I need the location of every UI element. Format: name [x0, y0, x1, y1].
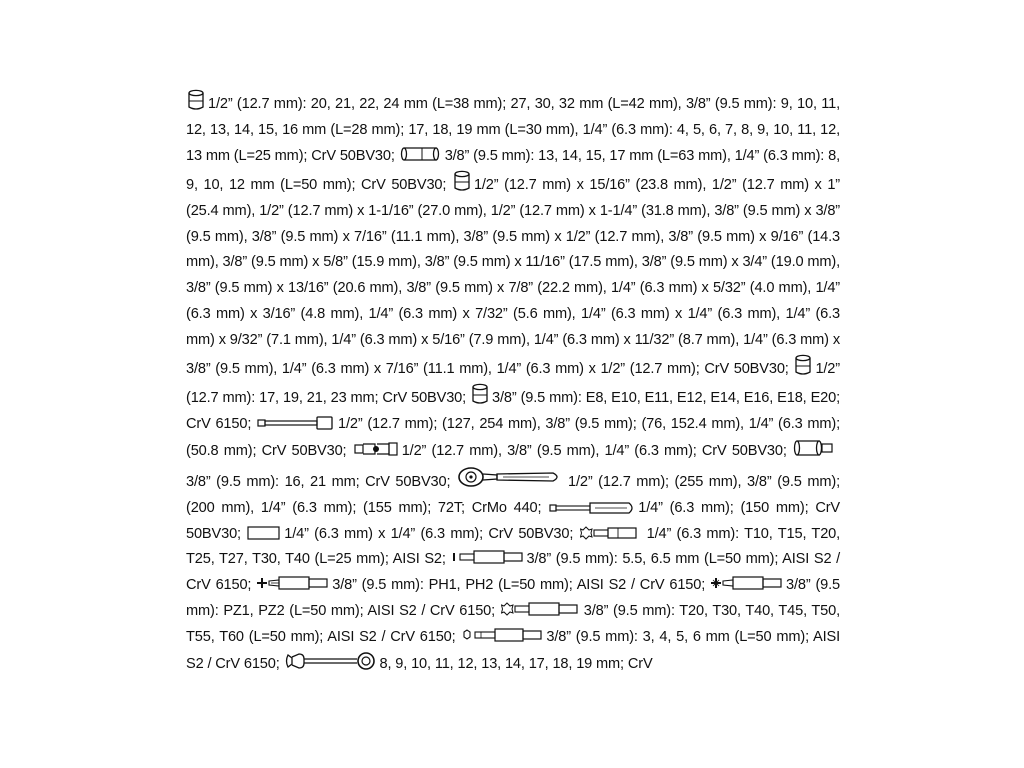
socket-short-icon [794, 354, 812, 376]
extension-bar-icon [257, 415, 335, 431]
item-text: 1/2” (12.7 mm); (255 mm), 3/8” (9.5 mm); (200 mm), 1/4” (6.3 mm); (155 mm); 72T; CrMo 440; [186, 473, 840, 516]
item-text: 1/2” (12.7 mm): 20, 21, 22, 24 mm (L=38 mm); 27, 30, 32 mm (L=42 mm), 3/8” (9.5 mm): 9, 10, 11, 12, 13, 14, 15, 16 mm (L=28 mm); 17, 18, 19 mm (L=30 mm), 1/4” (6.3 mm): 4, 5, 6, 7, 8, 9, 10, 11, 12, 13 mm (L=25 mm); CrV 50BV30; [186, 96, 840, 164]
slotted-bit-socket-icon [452, 548, 524, 566]
item-text: 3/8” (9.5 mm): E8, E10, E11, E12, E14, E16, E18, E20; CrV 6150; [186, 389, 840, 432]
item-text: 1/4” (6.3 mm); (150 mm); CrV 50BV30; [186, 499, 841, 542]
item-text: 1/4” (6.3 mm) x 1/4” (6.3 mm); CrV 50BV30; [284, 525, 574, 542]
socket-short-icon [453, 170, 471, 192]
hex-bit-socket-icon [461, 626, 543, 644]
item-text: 3/8” (9.5 mm): 3, 4, 5, 6 mm (L=50 mm); AISI S2 / CrV 6150; [186, 629, 840, 673]
item-text: 3/8” (9.5 mm): PH1, PH2 (L=50 mm); AISI S2 / CrV 6150; [332, 577, 706, 594]
item-text: 3/8” (9.5 mm): 13, 14, 15, 17 mm (L=63 mm), 1/4” (6.3 mm): 8, 9, 10, 12 mm (L=50 mm); CrV 50BV30; [186, 147, 840, 193]
item-text: 1/4” (6.3 mm): T10, T15, T20, T25, T27, T30, T40 (L=25 mm); AISI S2; [186, 525, 841, 568]
socket-deep-icon [400, 145, 442, 163]
combination-wrench-icon [285, 651, 377, 671]
item-text: 3/8” (9.5 mm): PZ1, PZ2 (L=50 mm); AISI S2 / CrV 6150; [186, 577, 841, 620]
bit-adapter-icon [247, 525, 281, 541]
item-text: 3/8” (9.5 mm): 5.5, 6.5 mm (L=50 mm); AISI S2 / CrV 6150; [186, 551, 841, 594]
socket-short-icon [471, 383, 489, 405]
item-text: 1/2” (12.7 mm) x 15/16” (23.8 mm), 1/2” (12.7 mm) x 1” (25.4 mm), 1/2” (12.7 mm) x 1-1/16” (27.0 mm), 1/2” (12.7 mm) x 1-1/4” (31.8 mm), 3/8” (9.5 mm) x 3/8” (9.5 mm), 3/8” (9.5 mm) x 7/16” (11.1 mm), 3/8” (9.5 mm) x 1/2” (12.7 mm), 3/8” (9.5 mm) x 9/16” (14.3 mm), 3/8” (9.5 mm) x 5/8” (15.9 mm), 3/8” (9.5 mm) x 11/16” (17.5 mm), 3/8” (9.5 mm) x 3/4” (19.0 mm), 3/8” (9.5 mm) x 13/16” (20.6 mm), 3/8” (9.5 mm) x 7/8” (22.2 mm), 1/4” (6.3 mm) x 5/32” (4.0 mm), 1/4” (6.3 mm) x 3/16” (4.8 mm), 1/4” (6.3 mm) x 7/32” (5.6 mm), 1/4” (6.3 mm) x 1/4” (6.3 mm), 1/4” (6.3 mm) x 9/32” (7.1 mm), 1/4” (6.3 mm) x 5/16” (7.9 mm), 1/4” (6.3 mm) x 11/32” (8.7 mm), 1/4” (6.3 mm) x 3/8” (9.5 mm), 1/4” (6.3 mm) x 7/16” (11.1 mm), 1/4” (6.3 mm) x 1/2” (12.7 mm); CrV 50BV30; [186, 176, 841, 378]
pozidriv-bit-socket-icon [711, 574, 783, 592]
item-text: 1/2” (12.7 mm), 3/8” (9.5 mm), 1/4” (6.3 mm); CrV 50BV30; [401, 442, 787, 459]
ratchet-icon [457, 465, 565, 489]
torx-bit-socket-icon [501, 600, 581, 618]
item-text: 3/8” (9.5 mm): T20, T30, T40, T45, T50, T55, T60 (L=50 mm); AISI S2 / CrV 6150; [186, 603, 841, 646]
item-text: 3/8” (9.5 mm): 16, 21 mm; CrV 50BV30; [186, 473, 451, 490]
item-text: 8, 9, 10, 11, 12, 13, 14, 17, 18, 19 mm; CrV [379, 656, 653, 673]
spinner-handle-icon [549, 501, 635, 515]
torx-bit-icon [580, 525, 644, 541]
phillips-bit-socket-icon [257, 574, 329, 592]
adapter-icon [793, 438, 837, 458]
item-text: 1/2” (12.7 mm); (127, 254 mm), 3/8” (9.5 mm); (76, 152.4 mm), 1/4” (6.3 mm); (50.8 mm); CrV 50BV30; [186, 415, 840, 459]
item-text: 1/2” (12.7 mm): 17, 19, 21, 23 mm; CrV 50BV30; [186, 361, 840, 406]
socket-short-icon [187, 89, 205, 111]
universal-joint-icon [353, 440, 399, 458]
tool-specification-text [186, 89, 840, 678]
